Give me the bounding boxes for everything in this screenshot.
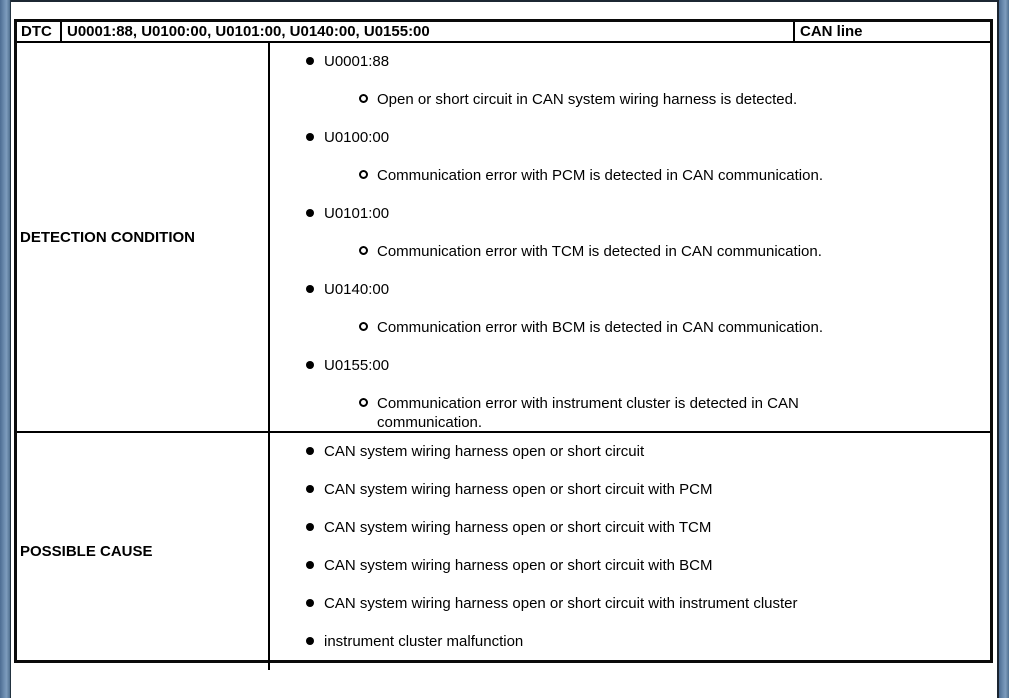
- bullet-filled-icon: [306, 637, 324, 645]
- bullet-filled-icon: [306, 361, 324, 369]
- list-item-text: U0001:88: [324, 53, 390, 70]
- bullet-filled-icon: [306, 561, 324, 569]
- list-item: [270, 128, 885, 147]
- list-item-text: Communication error with TCM is detected in CAN communication.: [377, 243, 822, 260]
- dtc-codes-cell: U0001:88, U0100:00, U0101:00, U0140:00, U0155:00: [62, 22, 795, 41]
- bullet-filled-icon: [306, 599, 324, 607]
- list-item: [270, 166, 885, 185]
- bullet-filled-icon: [306, 57, 324, 65]
- bullet-filled-icon: [306, 485, 324, 493]
- table-header-row: [17, 22, 990, 43]
- bullet-open-icon: [359, 323, 377, 331]
- list-item: [270, 632, 885, 651]
- list-item-text: instrument cluster malfunction: [324, 633, 524, 650]
- bullet-filled-icon: [306, 209, 324, 217]
- list-item: [270, 280, 885, 299]
- list-item-text: CAN system wiring harness open or short circuit with TCM: [324, 519, 712, 536]
- bullet-open-icon: [359, 171, 377, 179]
- list-item-text: Communication error with BCM is detected in CAN communication.: [377, 319, 823, 336]
- list-item: [270, 394, 885, 431]
- left-scroll-band: [0, 0, 11, 698]
- list-item: [270, 442, 885, 461]
- list-item: [270, 52, 885, 71]
- bullet-filled-icon: [306, 523, 324, 531]
- detection-condition-row: [17, 43, 990, 433]
- detection-condition-content: [270, 43, 990, 431]
- list-item-text: U0101:00: [324, 205, 390, 222]
- bullet-open-icon: [359, 247, 377, 255]
- list-item: [270, 242, 885, 261]
- detection-condition-label: DETECTION CONDITION: [17, 43, 270, 431]
- bullet-filled-icon: [306, 285, 324, 293]
- dtc-info-table: [14, 19, 993, 663]
- list-item: [270, 556, 885, 575]
- list-item-text: CAN system wiring harness open or short circuit: [324, 443, 645, 460]
- list-item-text: Open or short circuit in CAN system wiring harness is detected.: [377, 91, 798, 108]
- window-top-edge: [0, 0, 1009, 2]
- list-item: [270, 204, 885, 223]
- list-item-text: U0100:00: [324, 129, 390, 146]
- possible-cause-content: [270, 433, 990, 670]
- list-item: [270, 594, 885, 613]
- can-line-cell: CAN line: [800, 23, 863, 40]
- bullet-filled-icon: [306, 447, 324, 455]
- list-item: [270, 356, 885, 375]
- right-scroll-band: [997, 0, 1009, 698]
- list-item-text: U0155:00: [324, 357, 390, 374]
- list-item: [270, 318, 885, 337]
- list-item-text: CAN system wiring harness open or short circuit with instrument cluster: [324, 595, 798, 612]
- dtc-header-cell: DTC: [17, 22, 62, 41]
- list-item-text: CAN system wiring harness open or short circuit with BCM: [324, 557, 713, 574]
- bullet-open-icon: [359, 399, 377, 407]
- list-item-text: CAN system wiring harness open or short circuit with PCM: [324, 481, 713, 498]
- possible-cause-row: [17, 433, 990, 670]
- bullet-open-icon: [359, 95, 377, 103]
- list-item: [270, 90, 885, 109]
- list-item: [270, 518, 885, 537]
- list-item-text: Communication error with instrument cluster is detected in CAN communication.: [377, 395, 799, 431]
- list-item-text: Communication error with PCM is detected in CAN communication.: [377, 167, 823, 184]
- list-item-text: U0140:00: [324, 281, 390, 298]
- bullet-filled-icon: [306, 133, 324, 141]
- possible-cause-label: POSSIBLE CAUSE: [17, 433, 270, 670]
- list-item: [270, 480, 885, 499]
